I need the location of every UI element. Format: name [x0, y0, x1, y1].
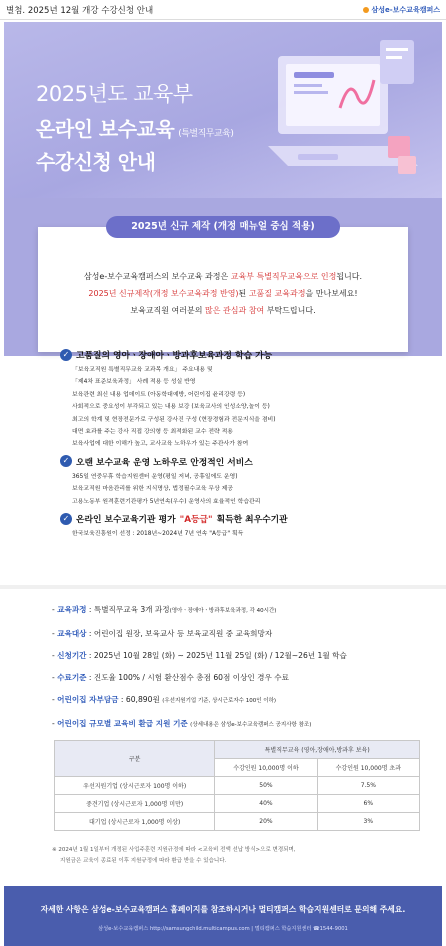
table-row: [55, 795, 420, 813]
check-icon: ✓: [60, 349, 72, 361]
list-item: 365일 연중무휴 학습지원센터 운영(평일 저녁, 공휴일에도 운영): [72, 473, 238, 480]
feature-heading-3: [60, 512, 410, 525]
feature-title: 온라인 보수교육기관 평가: [76, 515, 176, 526]
table-cell: 우선지원기업 (상시근로자 100명 이하): [55, 777, 215, 795]
brand-logo-text: 삼성e-보수교육캠퍼스: [371, 5, 440, 14]
intro-line-3: [38, 302, 408, 319]
info-key: 어린이집 자부담금: [57, 695, 119, 704]
hero-line-1: 2025년도 교육부: [36, 82, 193, 106]
info-value: 특별직무교육 3개 과정: [93, 605, 170, 614]
list-item: 보육관련 최신 내용 업데이트 (아동학대예방, 어린이집 윤리강령 등): [72, 391, 246, 398]
hero-line-2-sub: (특별직무교육): [178, 129, 234, 139]
table-cell: 20%: [215, 813, 317, 831]
laptop-illustration-icon: [258, 36, 428, 196]
intro-highlight-4: 많은 관심과 참여: [204, 306, 265, 315]
info-row-criteria: - 수료기준 : 진도율 100% / 시험 환산점수 총점 60점 이상인 경우 수료: [52, 673, 289, 682]
intro-line-1: [38, 268, 408, 285]
list-item: 한국보육진흥원이 선정 : 2018년~2024년 7년 연속 "A등급" 획득: [72, 531, 244, 538]
info-row-period: - 신청기간 : 2025년 10월 28일 (화) ~ 2025년 11월 25일 (화) / 12월~26년 1월 학습: [52, 651, 347, 660]
feature-list-2: [72, 471, 410, 508]
feature-section: [60, 346, 410, 544]
table-header-sub2: 수강인원 10,000명 초과: [317, 759, 419, 777]
feature-title-tail: 획득한 최우수기관: [216, 515, 288, 526]
info-value: 어린이집 원장, 보육교사 등 보육교직원 중 교육희망자: [93, 629, 273, 638]
intro-highlight-1: 교육부 특별직무교육으로 인정: [230, 272, 337, 281]
intro-highlight-2: 2025년 신규제작(개정 보수교육과정 반영): [88, 289, 239, 298]
info-sub: (우선지원기업 기준, 상시근로자수 100인 이하): [162, 698, 277, 704]
intro-text-6: 부탁드립니다.: [264, 306, 316, 315]
footer-banner: [4, 886, 442, 946]
section-divider: [0, 585, 446, 589]
table-cell: 6%: [317, 795, 419, 813]
hero-banner: [4, 22, 442, 198]
intro-line-2: [38, 285, 408, 302]
feature-title: 고품질의 영아ㆍ장애아ㆍ방과후보육과정 학습 가능: [76, 351, 273, 361]
intro-text: [38, 268, 408, 319]
hero-line-2-main: 온라인 보수교육: [36, 117, 175, 141]
info-row-course: - 교육과정 : 특별직무교육 3개 과정(영아ㆍ장애아ㆍ방과후보육과정, 각 40시간): [52, 605, 277, 614]
brand-logo: [363, 5, 440, 15]
feature-heading-1: [60, 348, 410, 361]
intro-highlight-3: 고품질 교육과정: [248, 289, 306, 298]
refund-table: [54, 740, 420, 831]
intro-text-3: 된: [238, 289, 249, 298]
table-cell: 3%: [317, 813, 419, 831]
info-key: 어린이집 규모별 교육비 환급 지원 기준: [57, 719, 188, 728]
intro-text-1: 삼성e-보수교육캠퍼스의 보수교육 과정은: [83, 272, 231, 281]
info-value: 2025년 10월 28일 (화) ~ 2025년 11월 25일 (화) / 12월~26년 1월 학습: [93, 651, 347, 660]
new-production-badge: 2025년 신규 제작 (개정 매뉴얼 중심 적용): [106, 216, 340, 238]
feature-list-1: [72, 364, 410, 451]
table-cell: 7.5%: [317, 777, 419, 795]
check-icon: ✓: [60, 513, 72, 525]
list-item: 보육사업에 대한 이해가 높고, 교사교육 노하우가 있는 주관사가 참여: [72, 441, 249, 448]
list-item: 고용노동부 원격훈련기관평가 5년연속(우수) 운영사의 효율적인 학습관리: [72, 498, 261, 505]
info-key: 신청기간: [57, 651, 87, 660]
check-icon: ✓: [60, 455, 72, 467]
info-value: 60,890원: [125, 695, 160, 704]
document-title: 별첨. 2025년 12월 개강 수강신청 안내: [6, 5, 154, 16]
table-cell: 40%: [215, 795, 317, 813]
logo-mark-icon: [363, 7, 369, 13]
note-line-1: ※ 2024년 1월 1일부터 개정된 사업주훈련 지원규정에 따라 <교육비 전액 선납 방식>으로 변경되며,: [52, 847, 296, 853]
list-item: 대면 효과를 주는 강사 직접 강의형 등 최적화된 교수 전략 적용: [72, 429, 233, 436]
table-header-sub1: 수강인원 10,000명 이하: [215, 759, 317, 777]
list-item: 「제4차 표준보육과정」 사례 적용 등 성실 반영: [72, 379, 196, 386]
footer-contact: 삼성e-보수교육캠퍼스 http://samsungchild.multicampus.com | 멀티캠퍼스 학습지원센터 ☎1544-9001: [98, 926, 348, 932]
course-info: [52, 604, 432, 742]
feature-heading-2: [60, 455, 410, 468]
info-key: 교육대상: [57, 629, 87, 638]
note-line-2: 지원금은 교육이 종료된 이후 지원규정에 따라 환급 받을 수 있습니다.: [60, 858, 227, 864]
info-key: 교육과정: [57, 605, 87, 614]
info-key: 수료기준: [57, 673, 87, 682]
info-row-fee: - 어린이집 자부담금 : 60,890원 (우선지원기업 기준, 상시근로자수 100인 이하): [52, 695, 277, 704]
table-header-group: 구분: [55, 741, 215, 777]
list-item: 최고의 학계 및 현장전문가로 구성된 강사진 구성 (현장경험과 전문지식을 겸비): [72, 416, 276, 423]
table-header-span: 특별직무교육 (영아,장애아,방과후 보육): [215, 741, 420, 759]
footer-message: 자세한 사항은 삼성e-보수교육캠퍼스 홈페이지를 참조하시거나 멀티캠퍼스 학습지원센터로 문의해 주세요.: [40, 905, 406, 914]
info-sub: (상세내용은 삼성e-보수교육캠퍼스 공지사항 참조): [190, 722, 312, 728]
table-cell: 중견기업 (상시근로자 1,000명 미만): [55, 795, 215, 813]
info-sub: (영아ㆍ장애아ㆍ방과후보육과정, 각 40시간): [169, 608, 277, 614]
feature-title-highlight: "A등급": [179, 515, 213, 526]
table-row: [55, 813, 420, 831]
info-value: 진도율 100% / 시험 환산점수 총점 60점 이상인 경우 수료: [93, 673, 289, 682]
table-header-row: [55, 741, 420, 759]
list-item: 보육교직원 마음관리를 위한 지식명상, 법정필수교육 무상 제공: [72, 486, 234, 493]
intro-text-4: 을 만나보세요!: [305, 289, 358, 298]
refund-note: [52, 845, 432, 867]
table-cell: 50%: [215, 777, 317, 795]
intro-text-2: 됩니다.: [336, 272, 363, 281]
intro-text-5: 보육교직원 여러분의: [130, 306, 205, 315]
hero-line-3: 수강신청 안내: [36, 150, 156, 174]
list-item: 사회적으로 중요성이 부각되고 있는 내용 보강 (보육교사의 인성소양,놀이 등): [72, 404, 270, 411]
list-item: 「보육교직원 특별직무교육 교과목 개요」 주요내용 및: [72, 367, 213, 373]
hero-line-2: [36, 113, 233, 142]
table-row: [55, 777, 420, 795]
table-cell: 대기업 (상시근로자 1,000명 이상): [55, 813, 215, 831]
feature-list-3: [72, 528, 410, 540]
info-row-target: - 교육대상 : 어린이집 원장, 보육교사 등 보육교직원 중 교육희망자: [52, 629, 273, 638]
top-bar: [0, 0, 446, 20]
feature-title: 오랜 보수교육 운영 노하우로 안정적인 서비스: [76, 457, 253, 468]
info-row-refund: - 어린이집 규모별 교육비 환급 지원 기준 (상세내용은 삼성e-보수교육캠퍼스 공지사항 참조): [52, 719, 312, 728]
